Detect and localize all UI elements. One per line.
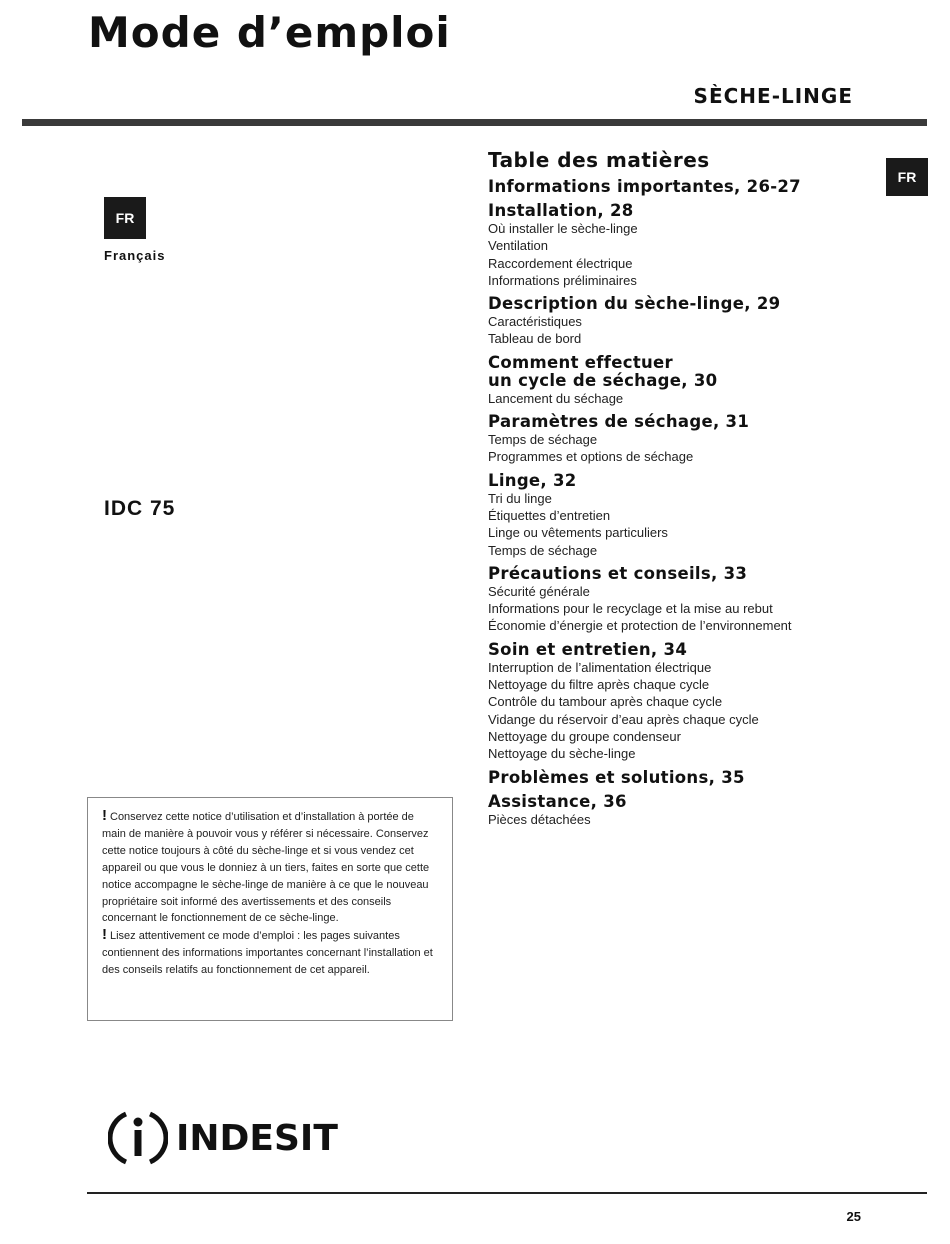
toc-section [488, 769, 888, 787]
brand-logo [108, 1108, 338, 1168]
page-number: 25 [846, 1209, 861, 1224]
toc-section-heading: Assistance, 36 [488, 791, 627, 811]
toc-item: Temps de séchage [488, 542, 598, 558]
toc-item: Programmes et options de séchage [488, 449, 694, 465]
table-of-contents [488, 148, 888, 828]
toc-section-heading: Comment effectuer un cycle de séchage, 30 [488, 352, 718, 390]
header-rule [22, 119, 927, 126]
toc-item: Informations pour le recyclage et la mise au rebut [488, 601, 773, 617]
toc-item: Étiquettes d’entretien [488, 507, 611, 523]
toc-section-heading: Précautions et conseils, 33 [488, 563, 748, 583]
toc-sections [488, 178, 888, 828]
toc-section-heading: Soin et entretien, 34 [488, 639, 688, 659]
warning-icon: ! [102, 807, 107, 824]
language-label: Français [104, 248, 166, 263]
toc-section [488, 413, 888, 466]
toc-item: Temps de séchage [488, 432, 598, 448]
toc-item: Raccordement électrique [488, 255, 633, 271]
toc-section-heading: Description du sèche-linge, 29 [488, 294, 781, 314]
product-category: SÈCHE-LINGE [693, 84, 853, 108]
toc-section [488, 641, 888, 763]
toc-item: Caractéristiques [488, 314, 582, 330]
toc-item: Contrôle du tambour après chaque cycle [488, 694, 723, 710]
notice-text-2: Lisez attentivement ce mode d’emploi : les pages suivantes contiennent des informations importantes concernant l’installation et des conseils relatifs au fonctionnement de cet appareil. [102, 930, 433, 977]
toc-item: Vidange du réservoir d’eau après chaque cycle [488, 711, 759, 727]
toc-item: Informations préliminaires [488, 272, 637, 288]
toc-section-heading: Paramètres de séchage, 31 [488, 412, 750, 432]
toc-section [488, 472, 888, 559]
toc-item: Ventilation [488, 238, 548, 254]
toc-section-heading: Linge, 32 [488, 470, 577, 490]
toc-item: Nettoyage du sèche-linge [488, 746, 636, 762]
toc-section [488, 354, 888, 407]
toc-title: Table des matières [488, 148, 710, 172]
brand-logo-icon [108, 1108, 168, 1168]
notice-text-1: Conservez cette notice d’utilisation et d’installation à portée de main de manière à pouvoir vous y référer si nécessaire. Conservez cette notice toujours à côté du sèche-linge et si vous vendez cet appareil ou que vous le donniez à un tiers, faites en sorte que cette notice accompagne le sèche-linge de manière à ce que le nouveau propriétaire soit informé des avertissements et des conseils concernant le fonctionnement de ce sèche-linge. [102, 811, 430, 925]
toc-item: Nettoyage du groupe condenseur [488, 728, 681, 744]
brand-name: INDESIT [176, 1118, 338, 1159]
toc-item: Pièces détachées [488, 811, 591, 827]
language-code-badge: FR [104, 197, 146, 239]
toc-section [488, 295, 888, 348]
toc-section-heading: Problèmes et solutions, 35 [488, 767, 745, 787]
toc-item: Linge ou vêtements particuliers [488, 525, 668, 541]
toc-item: Sécurité générale [488, 583, 590, 599]
notice-box [87, 797, 453, 1021]
toc-item: Interruption de l’alimentation électrique [488, 659, 712, 675]
notice-paragraph-2 [102, 927, 439, 979]
toc-section-heading: Installation, 28 [488, 201, 634, 220]
warning-icon: ! [102, 926, 107, 944]
toc-item: Lancement du séchage [488, 390, 624, 406]
toc-item: Nettoyage du filtre après chaque cycle [488, 677, 710, 693]
toc-section [488, 202, 888, 289]
toc-item: Économie d’énergie et protection de l’environnement [488, 618, 792, 634]
language-tab: FR [886, 158, 928, 196]
toc-section [488, 565, 888, 635]
toc-section [488, 178, 888, 196]
footer-rule [87, 1192, 927, 1194]
model-number: IDC 75 [104, 497, 176, 520]
toc-item: Où installer le sèche-linge [488, 221, 638, 236]
toc-section [488, 793, 888, 828]
page-title: Mode d’emploi [88, 8, 451, 57]
notice-paragraph-1 [102, 808, 439, 927]
toc-item: Tri du linge [488, 490, 552, 506]
toc-item: Tableau de bord [488, 331, 582, 347]
toc-section-heading: Informations importantes, 26-27 [488, 177, 801, 196]
